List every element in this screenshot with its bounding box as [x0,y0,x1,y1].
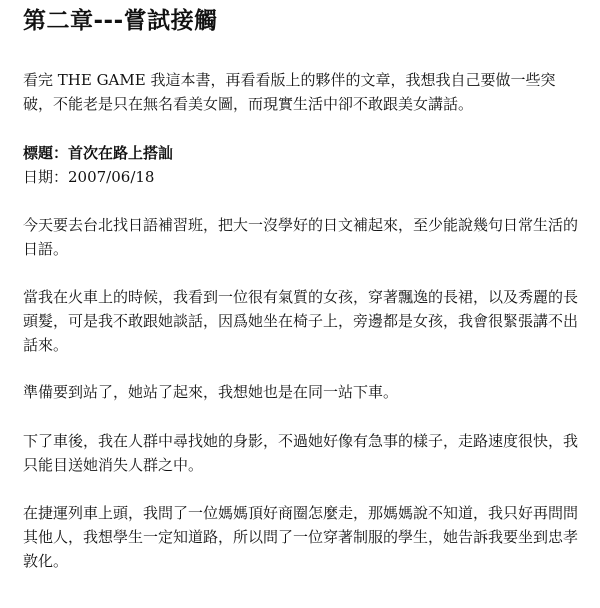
intro-paragraph: 看完 THE GAME 我這本書，再看看版上的夥伴的文章，我想我自己要做一些突破，不能老是只在無名看美女圖，而現實生活中卻不敢跟美女講話。 [23,71,556,113]
body-paragraph: 在捷運列車上頭，我問了一位媽媽頂好商圈怎麼走，那媽媽說不知道，我只好再問問其他人，我想學生一定知道路，所以問了一位穿著制服的學生，她告訴我要坐到忠孝敦化。 [23,504,579,570]
body-paragraph: 準備要到站了，她站了起來，我想她也是在同一站下車。 [23,383,399,401]
body-paragraph: 當我在火車上的時候，我看到一位很有氣質的女孩，穿著飄逸的長裙，以及秀麗的長頭髮，可是我不敢跟她談話，因爲她坐在椅子上，旁邊都是女孩，我會很緊張講不出話來。 [23,288,579,354]
entry-heading: 標題：首次在路上搭訕 [23,144,174,162]
body-paragraph: 下了車後，我在人群中尋找她的身影，不過她好像有急事的樣子，走路速度很快，我只能目送她消失人群之中。 [23,432,579,474]
body-paragraph: 今天要去台北找日語補習班，把大一沒學好的日文補起來，至少能說幾句日常生活的日語。 [23,216,579,258]
chapter-title: 第二章---嘗試接觸 [23,8,218,34]
entry-date: 日期：2007/06/18 [23,168,155,186]
